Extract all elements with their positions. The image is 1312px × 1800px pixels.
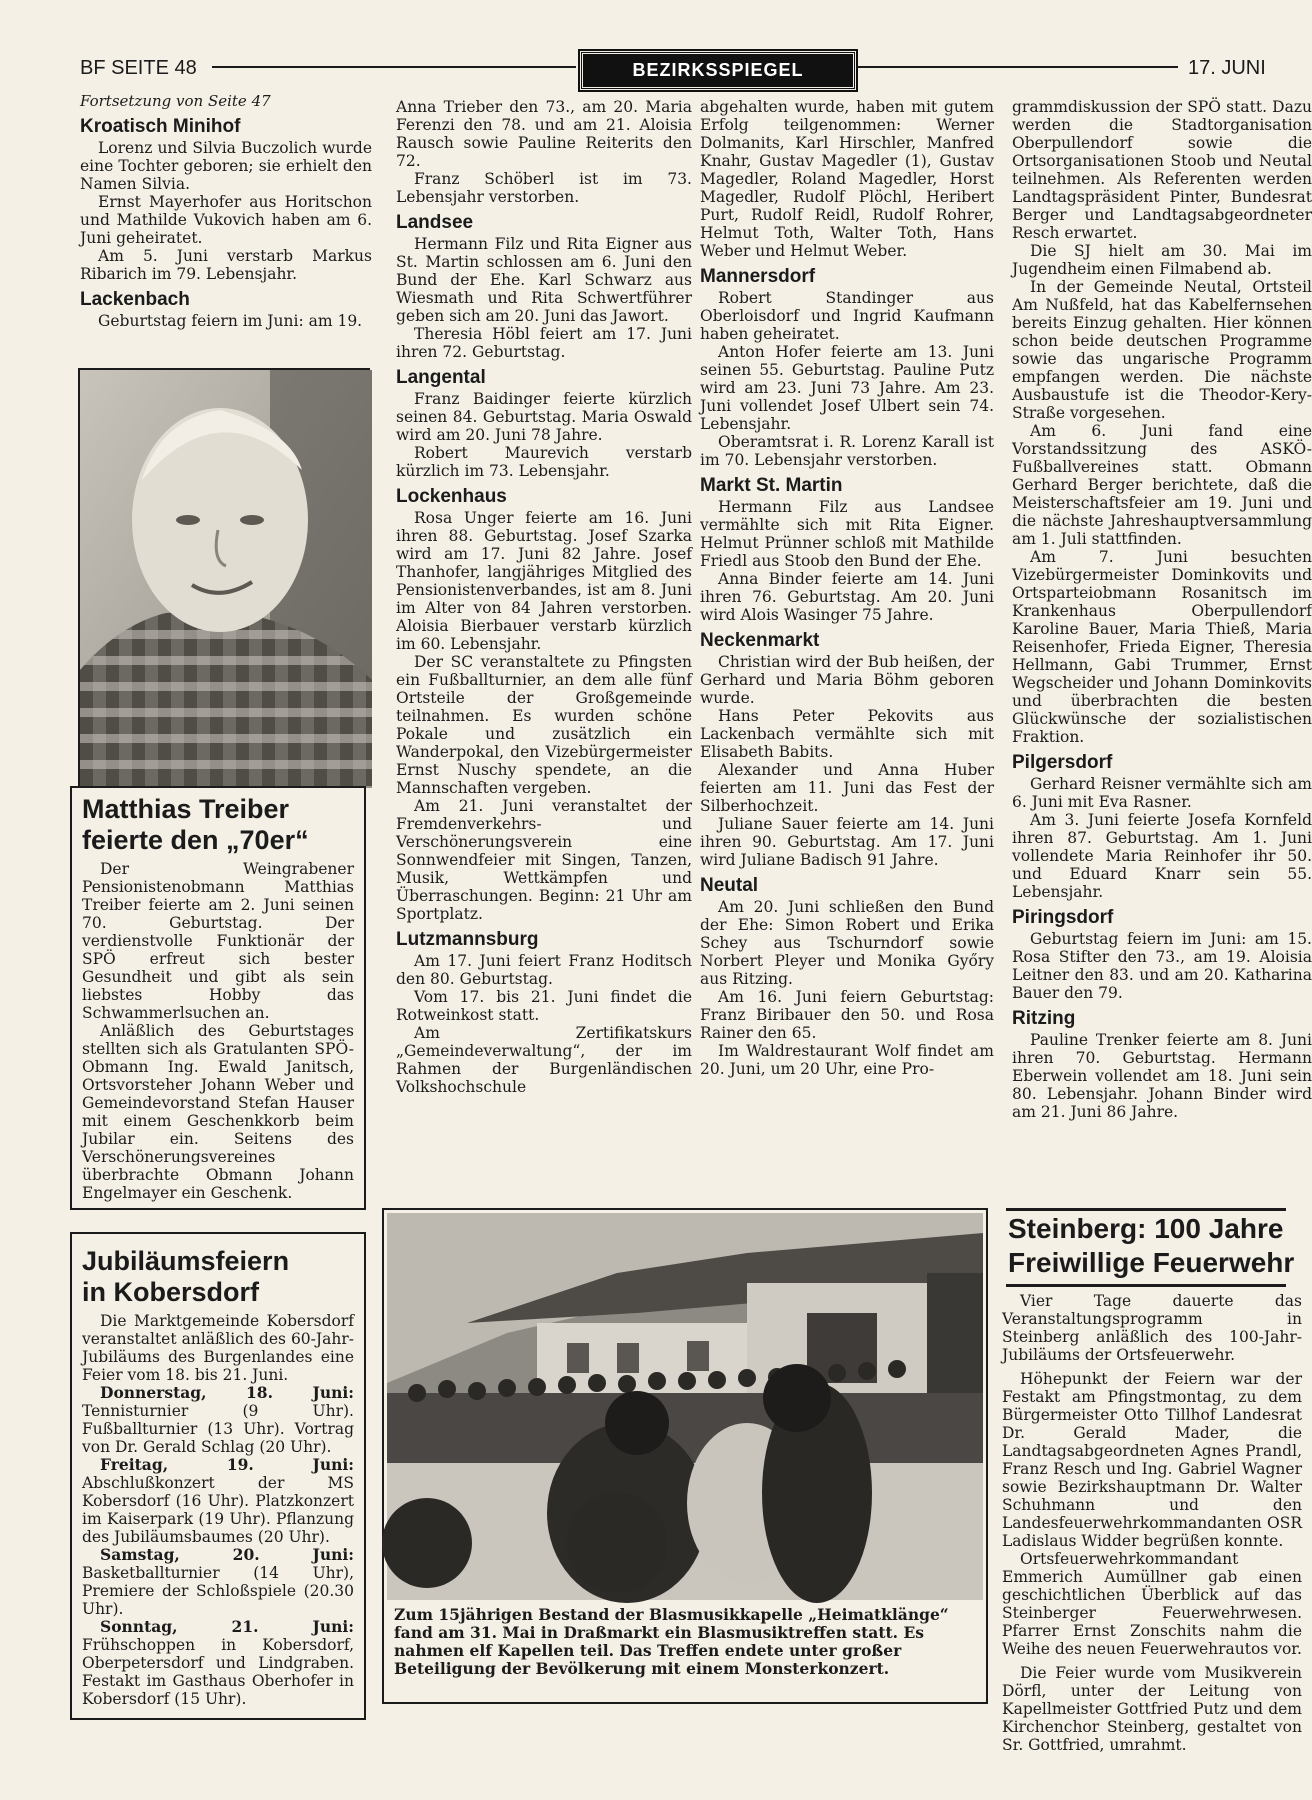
paragraph: Hans Peter Pekovits aus Lackenbach vermählte sich mit Elisabeth Babits. bbox=[700, 707, 994, 761]
paragraph: Oberamtsrat i. R. Lorenz Karall ist im 70. Lebensjahr verstorben. bbox=[700, 433, 994, 469]
column-4 bbox=[1012, 98, 1312, 1121]
band-photo-illustration bbox=[387, 1213, 983, 1600]
paragraph: Anna Trieber den 73., am 20. Maria Ferenzi den 78. und am 21. Aloisia Rausch sowie Pauline Reiterits den 72. bbox=[396, 98, 692, 170]
paragraph: Am 20. Juni schließen den Bund der Ehe: Simon Robert und Erika Schey aus Tschurndorf sowie Norbert Pleyer und Monika Győry aus Ritzing. bbox=[700, 898, 994, 988]
paragraph: Anläßlich des Geburtstages stellten sich als Gratulanten SPÖ-Obmann Ing. Ewald Janitsch, Ortsvorsteher Johann Weber und Gemeindevorstand Stefan Hauser mit einem Geschenkkorb beim Jubilar ein. Seitens des Verschönerungsvereines überbrachte Obmann Johann Engelmayer ein Geschenk. bbox=[82, 1022, 354, 1202]
paragraph: In der Gemeinde Neutal, Ortsteil Am Nußfeld, hat das Kabelfernsehen bereits Einzug gehalten. Hier können schon beide deutschen Programme sowie das ungarische Programm empfangen werden. Die nächste Ausbaustufe ist die Theodor-Kery-Straße vorgesehen. bbox=[1012, 278, 1312, 422]
column-2 bbox=[396, 98, 692, 1096]
schedule-day bbox=[82, 1384, 354, 1456]
steinberg-body bbox=[1002, 1292, 1302, 1754]
treiber-headline bbox=[82, 794, 354, 856]
paragraph: Geburtstag feiern im Juni: am 19. bbox=[98, 312, 363, 330]
heading-mannersdorf: Mannersdorf bbox=[700, 266, 816, 287]
heading-langental: Langental bbox=[396, 367, 486, 388]
portrait-photo bbox=[78, 368, 370, 786]
schedule-day bbox=[82, 1546, 354, 1618]
schedule-day-text: Frühschoppen in Kobersdorf, Oberpetersdorf und Lindgraben. Festakt im Gasthaus Oberhofer in Kobersdorf (15 Uhr). bbox=[82, 1636, 354, 1708]
paragraph: Anton Hofer feierte am 13. Juni seinen 55. Geburtstag. Pauline Putz wird am 23. Juni 73 Jahre. Am 23. Juni vollendet Josef Ulbert sein 74. Lebensjahr. bbox=[700, 343, 994, 433]
heading-neutal: Neutal bbox=[700, 875, 759, 896]
band-photo bbox=[387, 1213, 983, 1600]
article-kobersdorf bbox=[70, 1232, 366, 1720]
paragraph: Ortsfeuerwehrkommandant Emmerich Aumüllner gab einen geschichtlichen Überblick auf das Steinberger Feuerwehrwesen. Pfarrer Ernst Zonschits nahm die Weihe des neuen Feuerwehrautos vor. bbox=[1002, 1550, 1302, 1658]
paragraph: Rosa Unger feierte am 16. Juni ihren 88. Geburtstag. Josef Szarka wird am 17. Juni 82 Jahre. Josef Thanhofer, langjähriges Mitglied des Pensionistenverbandes, ist am 8. Juni im Alter von 84 Jahren verstorben. Aloisia Bierbauer verstarb kürzlich im 60. Lebensjahr. bbox=[396, 509, 692, 653]
paragraph: Lorenz und Silvia Buczolich wurde eine Tochter geboren; sie erhielt den Namen Silvia. bbox=[80, 139, 372, 193]
paragraph: Vom 17. bis 21. Juni findet die Rotweinkost statt. bbox=[396, 988, 692, 1024]
schedule-day-label: Donnerstag, 18. Juni: bbox=[100, 1383, 354, 1402]
heading-lutzmannsburg: Lutzmannsburg bbox=[396, 929, 539, 950]
heading-markt-st-martin: Markt St. Martin bbox=[700, 475, 843, 496]
paragraph: Der SC veranstaltete zu Pfingsten ein Fußballturnier, an dem alle fünf Ortsteile der Großgemeinde teilnahmen. Es wurden schöne Pokale und zusätzlich ein Wanderpokal, den Vizebürgermeister Ernst Nuschy spendete, an die Mannschaften vergeben. bbox=[396, 653, 692, 797]
paragraph: Am 7. Juni besuchten Vizebürgermeister Dominkovits und Ortsparteiobmann Rosanitsch im Krankenhaus Oberpullendorf Karoline Bauer, Maria Thieß, Maria Reisenhofer, Frieda Eigner, Theresia Hellmann, Gabi Trummer, Ernst Wegscheider und Johann Dominkovits und überbrachten die besten Glückwünsche der sozialistischen Fraktion. bbox=[1012, 548, 1312, 746]
section-masthead: BEZIRKSSPIEGEL bbox=[580, 51, 856, 90]
paragraph: Im Waldrestaurant Wolf findet am 20. Juni, um 20 Uhr, eine Pro- bbox=[700, 1042, 994, 1078]
paragraph: Die Marktgemeinde Kobersdorf veranstaltet anläßlich des 60-Jahr-Jubiläums des Burgenlandes eine Feier vom 18. bis 21. Juni. bbox=[82, 1312, 354, 1384]
paragraph: Geburtstag feiern im Juni: am 15. Rosa Stifter den 73., am 19. Aloisia Leitner den 83. und am 20. Katharina Bauer den 79. bbox=[1012, 930, 1312, 1002]
heading-neckenmarkt: Neckenmarkt bbox=[700, 630, 820, 651]
paragraph: Die Feier wurde vom Musikverein Dörfl, unter der Leitung von Kapellmeister Gottfried Putz und dem Kirchenchor Steinberg, gestaltet von Sr. Gottfried, umrahmt. bbox=[1002, 1664, 1302, 1754]
header-rule-right bbox=[856, 66, 1178, 68]
steinberg-rule-bottom bbox=[1006, 1284, 1286, 1287]
paragraph: Gerhard Reisner vermählte sich am 6. Juni mit Eva Rasner. bbox=[1012, 775, 1312, 811]
treiber-title-line-1: Matthias Treiber bbox=[82, 794, 290, 824]
paragraph: Robert Maurevich verstarb kürzlich im 73. Lebensjahr. bbox=[396, 444, 692, 480]
paragraph: Hermann Filz aus Landsee vermählte sich mit Rita Eigner. Helmut Prünner schloß mit Mathilde Friedl aus Stoob den Bund der Ehe. bbox=[700, 498, 994, 570]
column-3 bbox=[700, 98, 994, 1078]
paragraph: Robert Standinger aus Oberloisdorf und Ingrid Kaufmann haben geheiratet. bbox=[700, 289, 994, 343]
heading-lackenbach: Lackenbach bbox=[80, 289, 190, 310]
heading-landsee: Landsee bbox=[396, 212, 474, 233]
paragraph: Am 17. Juni feiert Franz Hoditsch den 80. Geburtstag. bbox=[396, 952, 692, 988]
portrait-illustration bbox=[80, 370, 372, 788]
paragraph: Ernst Mayerhofer aus Horitschon und Mathilde Vukovich haben am 6. Juni geheiratet. bbox=[80, 193, 372, 247]
schedule-day bbox=[82, 1456, 354, 1546]
header-date: 17. JUNI bbox=[1188, 57, 1266, 79]
schedule-day-label: Sonntag, 21. Juni: bbox=[100, 1617, 354, 1636]
schedule-day bbox=[82, 1618, 354, 1708]
paragraph: Hermann Filz und Rita Eigner aus St. Martin schlossen am 6. Juni den Bund der Ehe. Karl Schwarz aus Wiesmath und Rita Schwertführer geben sich am 20. Juni das Jawort. bbox=[396, 235, 692, 325]
heading-kroatisch-minihof: Kroatisch Minihof bbox=[80, 116, 241, 137]
paragraph: Anna Binder feierte am 14. Juni ihren 76. Geburtstag. Am 20. Juni wird Alois Wasinger 75 Jahre. bbox=[700, 570, 994, 624]
paragraph: Vier Tage dauerte das Veranstaltungsprogramm in Steinberg anläßlich des 100-Jahr-Jubiläums der Ortsfeuerwehr. bbox=[1002, 1292, 1302, 1364]
paragraph: Juliane Sauer feierte am 14. Juni ihren 90. Geburtstag. Am 17. Juni wird Juliane Badisch 91 Jahre. bbox=[700, 815, 994, 869]
paragraph: abgehalten wurde, haben mit gutem Erfolg teilgenommen: Werner Dolmanits, Karl Hirschler, Manfred Knahr, Gustav Magedler (1), Gustav Magedler, Roland Magedler, Horst Magedler, Rudolf Plöchl, Heribert Purt, Rudolf Reidl, Rudolf Rohrer, Helmut Toth, Walter Toth, Hans Weber und Helmut Weber. bbox=[700, 98, 994, 260]
heading-lockenhaus: Lockenhaus bbox=[396, 486, 507, 507]
paragraph: Am 6. Juni fand eine Vorstandssitzung des ASKÖ-Fußballvereines statt. Obmann Gerhard Berger berichtete, daß die Meisterschaftsfeier am 19. Juni und die nächste Jahreshauptversammlung am 1. Juli stattfinden. bbox=[1012, 422, 1312, 548]
kobersdorf-title-line-2: in Kobersdorf bbox=[82, 1277, 260, 1307]
steinberg-title-line-1: Steinberg: 100 Jahre bbox=[1008, 1213, 1284, 1244]
schedule-day-label: Freitag, 19. Juni: bbox=[100, 1455, 354, 1474]
paragraph: Franz Schöberl ist im 73. Lebensjahr verstorben. bbox=[396, 170, 692, 206]
steinberg-title-line-2: Freiwillige Feuerwehr bbox=[1008, 1247, 1295, 1278]
paragraph: Am 21. Juni veranstaltet der Fremdenverkehrs- und Verschönerungsverein eine Sonnwendfeier mit Singen, Tanzen, Musik, Wettkämpfen und Überraschungen. Beginn: 21 Uhr am Sportplatz. bbox=[396, 797, 692, 923]
header-rule-left bbox=[212, 66, 576, 68]
heading-ritzing: Ritzing bbox=[1012, 1008, 1076, 1029]
paragraph: Alexander und Anna Huber feierten am 11. Juni das Fest der Silberhochzeit. bbox=[700, 761, 994, 815]
paragraph: Am 16. Juni feiern Geburtstag: Franz Biribauer den 50. und Rosa Rainer den 65. bbox=[700, 988, 994, 1042]
band-photo-frame bbox=[382, 1208, 988, 1704]
page-label: BF SEITE 48 bbox=[80, 57, 197, 79]
steinberg-rule-top bbox=[1006, 1208, 1286, 1211]
paragraph: Die SJ hielt am 30. Mai im Jugendheim einen Filmabend ab. bbox=[1012, 242, 1312, 278]
paragraph: Am 3. Juni feierte Josefa Kornfeld ihren 87. Geburtstag. Am 1. Juni vollendete Maria Reinhofer ihr 50. und Eduard Knarr sein 55. Lebensjahr. bbox=[1012, 811, 1312, 901]
paragraph: Am 5. Juni verstarb Markus Ribarich im 79. Lebensjahr. bbox=[80, 247, 372, 283]
continued-note: Fortsetzung von Seite 47 bbox=[80, 92, 271, 110]
column-1-top bbox=[80, 92, 372, 360]
heading-piringsdorf: Piringsdorf bbox=[1012, 907, 1114, 928]
schedule-day-label: Samstag, 20. Juni: bbox=[100, 1545, 354, 1564]
paragraph: Christian wird der Bub heißen, der Gerhard und Maria Böhm geboren wurde. bbox=[700, 653, 994, 707]
heading-pilgersdorf: Pilgersdorf bbox=[1012, 752, 1113, 773]
schedule-day-text: Basketballturnier (14 Uhr), Premiere der Schloßspiele (20.30 Uhr). bbox=[82, 1564, 354, 1618]
treiber-title-line-2: feierte den „70er“ bbox=[82, 825, 309, 855]
band-photo-caption: Zum 15jährigen Bestand der Blasmusikkapelle „Heimatklänge“ fand am 31. Mai in Draßmarkt ein Blasmusiktreffen statt. Es nahmen elf Kapellen teil. Das Treffen endete unter großer Beteiligung der Bevölkerung mit einem Monsterkonzert. bbox=[394, 1605, 949, 1678]
paragraph: grammdiskussion der SPÖ statt. Dazu werden die Stadtorganisation Oberpullendorf sowie die Ortsorganisationen Stoob und Neutal teilnehmen. Als Referenten werden Landtagspräsident Pinter, Bundesrat Berger und Landtagsabgeordneter Resch erwartet. bbox=[1012, 98, 1312, 242]
kobersdorf-headline bbox=[82, 1246, 354, 1308]
paragraph: Pauline Trenker feierte am 8. Juni ihren 70. Geburtstag. Hermann Eberwein vollendet am 18. Juni sein 80. Lebensjahr. Johann Binder wird am 21. Juni 86 Jahre. bbox=[1012, 1031, 1312, 1121]
schedule-day-text: Tennisturnier (9 Uhr). Fußballturnier (13 Uhr). Vortrag von Dr. Gerald Schlag (20 Uhr). bbox=[82, 1402, 354, 1456]
paragraph: Theresia Höbl feiert am 17. Juni ihren 72. Geburtstag. bbox=[396, 325, 692, 361]
paragraph: Am Zertifikatskurs „Gemeindeverwaltung“, der im Rahmen der Burgenländischen Volkshochschule bbox=[396, 1024, 692, 1096]
steinberg-headline bbox=[1008, 1212, 1295, 1280]
paragraph: Der Weingrabener Pensionistenobmann Matthias Treiber feierte am 2. Juni seinen 70. Geburtstag. Der verdienstvolle Funktionär der SPÖ erfreut sich bester Gesundheit und gibt als sein liebstes Hobby das Schwammerlsuchen an. bbox=[82, 860, 354, 1022]
paragraph: Franz Baidinger feierte kürzlich seinen 84. Geburtstag. Maria Oswald wird am 20. Juni 78 Jahre. bbox=[396, 390, 692, 444]
schedule-day-text: Abschlußkonzert der MS Kobersdorf (16 Uhr). Platzkonzert im Kaiserpark (19 Uhr). Pflanzung des Jubiläumsbaumes (20 Uhr). bbox=[82, 1474, 354, 1546]
article-treiber bbox=[70, 786, 366, 1210]
kobersdorf-title-line-1: Jubiläumsfeiern bbox=[82, 1246, 290, 1276]
paragraph: Höhepunkt der Feiern war der Festakt am Pfingstmontag, zu dem Bürgermeister Otto Tillhof Landesrat Dr. Gerald Mader, die Landtagsabgeordneten Agnes Prandl, Franz Resch und Ing. Gabriel Wagner sowie Bezirkshauptmann Dr. Walter Schuhmann und den Landesfeuerwehrkommandanten OSR Ladislaus Widder begrüßen konnte. bbox=[1002, 1370, 1302, 1550]
